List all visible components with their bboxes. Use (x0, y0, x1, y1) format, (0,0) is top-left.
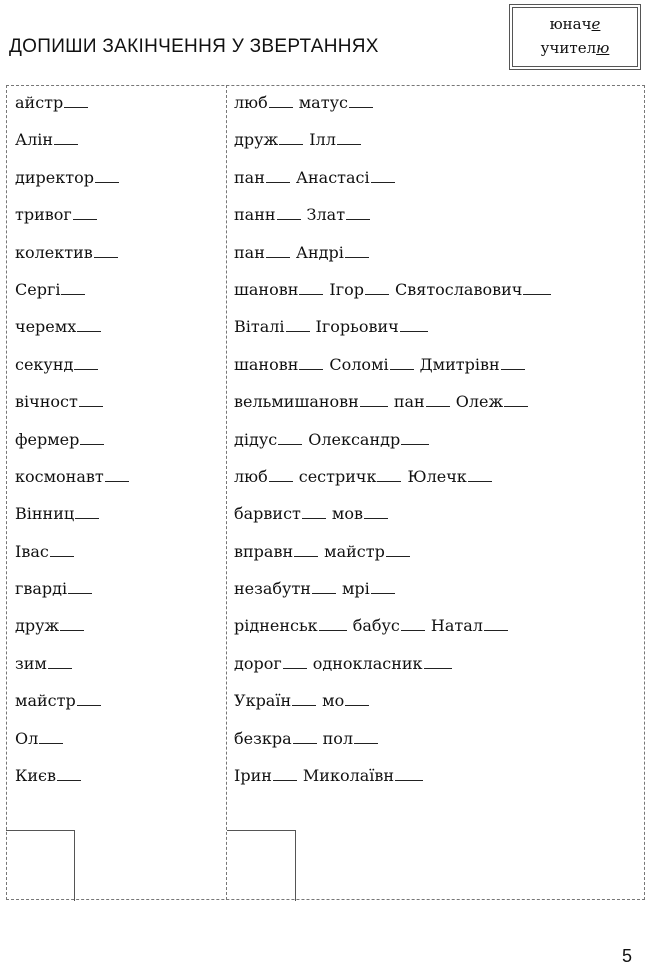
example-stem-2: учител (540, 39, 597, 57)
word-stem: колектив (15, 238, 124, 268)
right-item (234, 649, 557, 686)
example-inner (512, 7, 638, 67)
left-item (15, 499, 135, 536)
word-stem: вправн (234, 537, 324, 567)
right-item (234, 611, 557, 648)
left-word-list (15, 88, 135, 798)
word-stem: Ол (15, 724, 69, 754)
word-stem: дорог (234, 649, 313, 679)
word-stem: Сергі (15, 275, 91, 305)
word-stem: рідненськ (234, 611, 353, 641)
word-stem: Алін (15, 125, 84, 155)
word-stem: Соломі (329, 350, 419, 380)
left-item (15, 200, 135, 237)
example-ending-1: е (591, 15, 601, 33)
right-item (234, 350, 557, 387)
right-item (234, 88, 557, 125)
word-stem: Києв (15, 761, 87, 791)
word-stem: Ігорьович (316, 312, 434, 342)
page-number: 5 (621, 946, 632, 966)
word-stem: Вінниц (15, 499, 105, 529)
example-stem-1: юнач (549, 15, 592, 33)
left-item (15, 462, 135, 499)
word-stem: незабутн (234, 574, 342, 604)
right-item (234, 462, 557, 499)
word-stem: шановн (234, 275, 329, 305)
word-stem: Ірин (234, 761, 303, 791)
word-stem: Олександр (308, 425, 435, 455)
corner-stub-right (227, 830, 296, 901)
word-stem: директор (15, 163, 125, 193)
word-stem: сестричк (299, 462, 408, 492)
word-stem: друж (234, 125, 309, 155)
right-item (234, 275, 557, 312)
word-stem: шановн (234, 350, 329, 380)
left-item (15, 425, 135, 462)
left-item (15, 761, 135, 798)
column-divider (226, 85, 227, 900)
left-item (15, 574, 135, 611)
word-stem: пан (234, 163, 296, 193)
left-item (15, 350, 135, 387)
left-item (15, 88, 135, 125)
word-stem: Олеж (456, 387, 534, 417)
right-item (234, 125, 557, 162)
right-item (234, 499, 557, 536)
right-item (234, 686, 557, 723)
word-stem: тривог (15, 200, 103, 230)
word-stem: гварді (15, 574, 98, 604)
word-stem: Андрі (296, 238, 375, 268)
right-item (234, 574, 557, 611)
word-stem: Дмитрівн (420, 350, 531, 380)
left-item (15, 275, 135, 312)
right-item (234, 200, 557, 237)
word-stem: люб (234, 462, 299, 492)
word-stem: Україн (234, 686, 322, 716)
word-stem: барвист (234, 499, 332, 529)
word-stem: мо (322, 686, 375, 716)
example-ending-2: ю (596, 39, 610, 57)
right-item (234, 163, 557, 200)
word-stem: Миколаївн (303, 761, 429, 791)
left-item (15, 686, 135, 723)
left-item (15, 312, 135, 349)
word-stem: Ілл (309, 125, 367, 155)
word-stem: Злат (307, 200, 377, 230)
exercise-title: ДОПИШИ ЗАКІНЧЕННЯ У ЗВЕРТАННЯХ (9, 36, 379, 57)
left-item (15, 387, 135, 424)
word-stem: вічност (15, 387, 109, 417)
left-item (15, 537, 135, 574)
right-phrase-list (234, 88, 557, 798)
left-item (15, 238, 135, 275)
right-item (234, 387, 557, 424)
word-stem: черемх (15, 312, 107, 342)
left-item (15, 125, 135, 162)
word-stem: вельмишановн (234, 387, 394, 417)
example-box (509, 4, 641, 70)
word-stem: зим (15, 649, 78, 679)
right-item (234, 425, 557, 462)
word-stem: люб (234, 88, 299, 118)
word-stem: айстр (15, 88, 94, 118)
word-stem: дідус (234, 425, 308, 455)
word-stem: однокласник (313, 649, 458, 679)
word-stem: безкра (234, 724, 323, 754)
word-stem: Юлечк (407, 462, 497, 492)
left-item (15, 611, 135, 648)
word-stem: пол (323, 724, 384, 754)
right-item (234, 537, 557, 574)
left-item (15, 724, 135, 761)
word-stem: бабус (353, 611, 431, 641)
word-stem: Віталі (234, 312, 316, 342)
word-stem: мрі (342, 574, 401, 604)
word-stem: Натал (431, 611, 514, 641)
word-stem: пан (234, 238, 296, 268)
word-stem: космонавт (15, 462, 135, 492)
left-item (15, 163, 135, 200)
word-stem: фермер (15, 425, 110, 455)
word-stem: Ігор (329, 275, 395, 305)
word-stem: Святославович (395, 275, 557, 305)
right-item (234, 724, 557, 761)
word-stem: майстр (324, 537, 416, 567)
word-stem: матус (299, 88, 379, 118)
word-stem: Анастасі (296, 163, 401, 193)
word-stem: друж (15, 611, 90, 641)
word-stem: панн (234, 200, 307, 230)
word-stem: Івас (15, 537, 80, 567)
word-stem: пан (394, 387, 456, 417)
right-item (234, 312, 557, 349)
left-item (15, 649, 135, 686)
word-stem: майстр (15, 686, 107, 716)
example-line-1 (513, 12, 637, 36)
right-item (234, 761, 557, 798)
example-line-2 (513, 36, 637, 60)
word-stem: секунд (15, 350, 104, 380)
right-item (234, 238, 557, 275)
corner-stub-left (6, 830, 75, 901)
word-stem: мов (332, 499, 394, 529)
